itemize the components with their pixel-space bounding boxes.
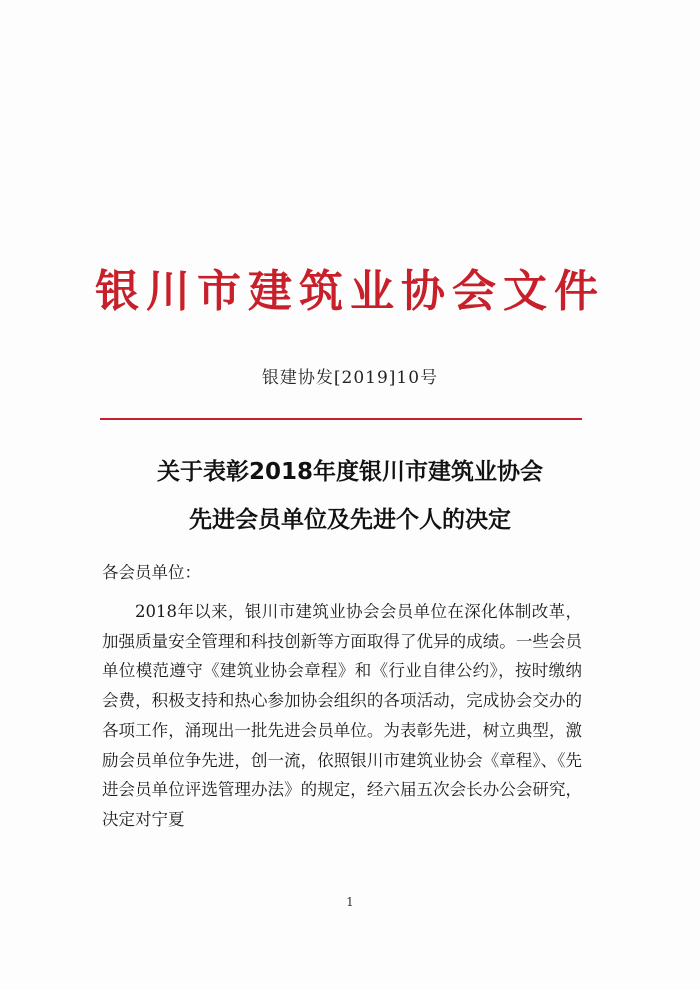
body-paragraph: 2018年以来，银川市建筑业协会会员单位在深化体制改革，加强质量安全管理和科技创新等方面取得了优异的成绩。一些会员单位模范遵守《建筑业协会章程》和《行业自律公约》，按时缴纳会费，积极支持和热心参加协会组织的各项活动，完成协会交办的各项工作，涌现出一批先进会员单位。为表彰先进，树立典型，激励会员单位争先进，创一流，依照银川市建筑业协会《章程》、《先进会员单位评选管理办法》的规定，经六届五次会长办公会研究，决定对宁夏: [102, 602, 582, 829]
document-title: [0, 448, 700, 544]
red-divider-line: [100, 418, 582, 420]
document-number: 银建协发[2019]10号: [261, 368, 439, 388]
document-title-line-2: 先进会员单位及先进个人的决定: [189, 507, 511, 533]
salutation: 各会员单位：: [102, 563, 201, 582]
document-title-line-1: 关于表彰2018年度银川市建筑业协会: [156, 459, 543, 485]
page-number: 1: [346, 895, 354, 909]
org-document-header: 银川市建筑业协会文件: [95, 266, 605, 317]
